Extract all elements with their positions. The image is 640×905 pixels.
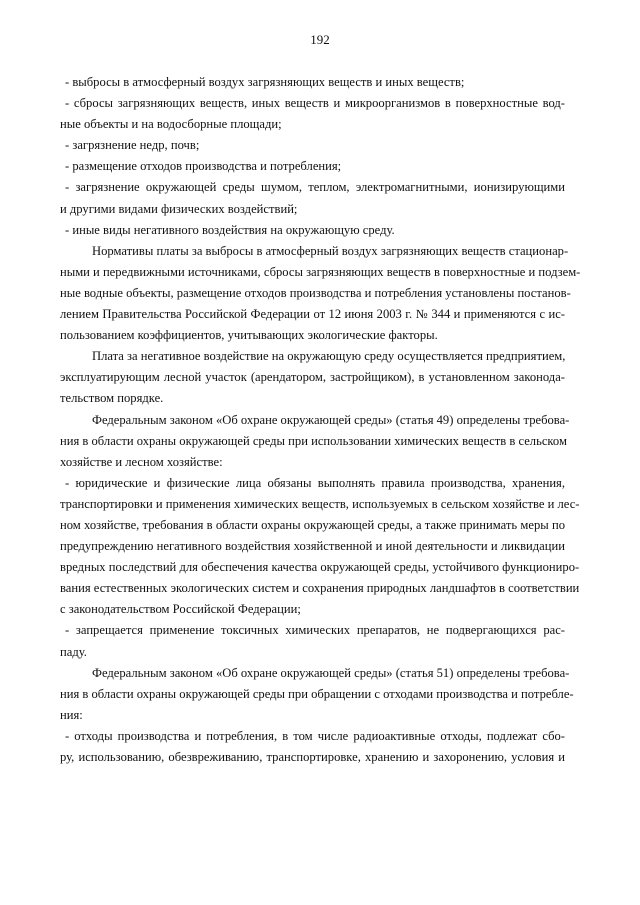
text-line: пользованием коэффициентов, учитывающих экологические факторы.: [60, 328, 438, 343]
paragraph: [60, 410, 570, 473]
text-line: лением Правительства Российской Федерации от 12 июня 2003 г. № 344 и применяются с ис-: [60, 307, 565, 322]
text-line: ные объекты и на водосборные площади;: [60, 117, 282, 132]
text-line: - отходы производства и потребления, в том числе радиоактивные отходы, подлежат сбо-: [65, 728, 565, 743]
paragraph: [60, 135, 565, 156]
text-line: - загрязнение окружающей среды шумом, теплом, электромагнитными, ионизирующими: [65, 180, 565, 195]
text-line: ру, использованию, обезвреживанию, транспортировке, хранению и захоронению, условия и: [60, 750, 565, 764]
text-line: транспортировки и применения химических веществ, используемых в сельском хозяйстве и лес-: [60, 496, 580, 511]
text-line: - размещение отходов производства и потребления;: [65, 159, 342, 174]
paragraph: [60, 346, 565, 409]
text-line: Нормативы платы за выбросы в атмосферный воздух загрязняющих веществ стационар-: [92, 243, 569, 258]
text-line: вания естественных экологических систем и сохранения природных ландшафтов в соответствии: [60, 581, 580, 596]
paragraph: [60, 620, 565, 662]
text-line: ния:: [60, 707, 83, 722]
text-line: - сбросы загрязняющих веществ, иных веществ и микроорганизмов в поверхностные вод-: [65, 96, 565, 111]
text-line: ными и передвижными источниками, сбросы загрязняющих веществ в поверхностные и подзем-: [60, 264, 581, 279]
paragraph: [60, 473, 580, 621]
text-line: ные водные объекты, размещение отходов производства и потребления установлены постанов-: [60, 285, 571, 300]
text-line: - выбросы в атмосферный воздух загрязняющих веществ и иных веществ;: [65, 75, 465, 89]
paragraph: [60, 93, 565, 135]
text-line: паду.: [60, 644, 87, 659]
text-line: Плата за негативное воздействие на окружающую среду осуществляется предприятием,: [92, 349, 566, 364]
text-line: ния в области охраны окружающей среды при обращении с отходами производства и потребле-: [60, 686, 574, 701]
paragraph: [60, 72, 565, 93]
paragraph: [60, 663, 574, 726]
text-line: - загрязнение недр, почв;: [65, 138, 200, 153]
paragraph: [60, 220, 565, 241]
text-line: эксплуатирующим лесной участок (арендатором, застройщиком), в установленном законода-: [60, 370, 565, 385]
text-line: - юридические и физические лица обязаны выполнять правила производства, хранения,: [65, 475, 565, 490]
text-line: хозяйстве и лесном хозяйстве:: [60, 454, 223, 469]
text-line: ном хозяйстве, требования в области охраны окружающей среды, а также принимать меры по: [60, 517, 565, 532]
page-body: [60, 72, 581, 768]
text-line: ния в области охраны окружающей среды при использовании химических веществ в сельском: [60, 433, 567, 448]
paragraph: [60, 156, 565, 177]
text-line: Федеральным законом «Об охране окружающей среды» (статья 51) определены требова-: [92, 665, 570, 680]
text-line: и другими видами физических воздействий;: [60, 201, 298, 216]
text-line: тельством порядке.: [60, 391, 164, 406]
paragraph: [60, 241, 581, 346]
page-number: 192: [310, 32, 330, 47]
text-line: вредных последствий для обеспечения качества окружающей среды, устойчивого функциониро-: [60, 560, 580, 575]
text-line: - запрещается применение токсичных химических препаратов, не подвергающихся рас-: [65, 623, 565, 638]
paragraph: [60, 726, 565, 768]
text-line: предупреждению негативного воздействия хозяйственной и иной деятельности и ликвидации: [60, 539, 565, 554]
text-line: - иные виды негативного воздействия на окружающую среду.: [65, 222, 395, 237]
text-line: с законодательством Российской Федерации;: [60, 602, 301, 617]
paragraph: [60, 177, 565, 219]
text-line: Федеральным законом «Об охране окружающей среды» (статья 49) определены требова-: [92, 412, 570, 427]
